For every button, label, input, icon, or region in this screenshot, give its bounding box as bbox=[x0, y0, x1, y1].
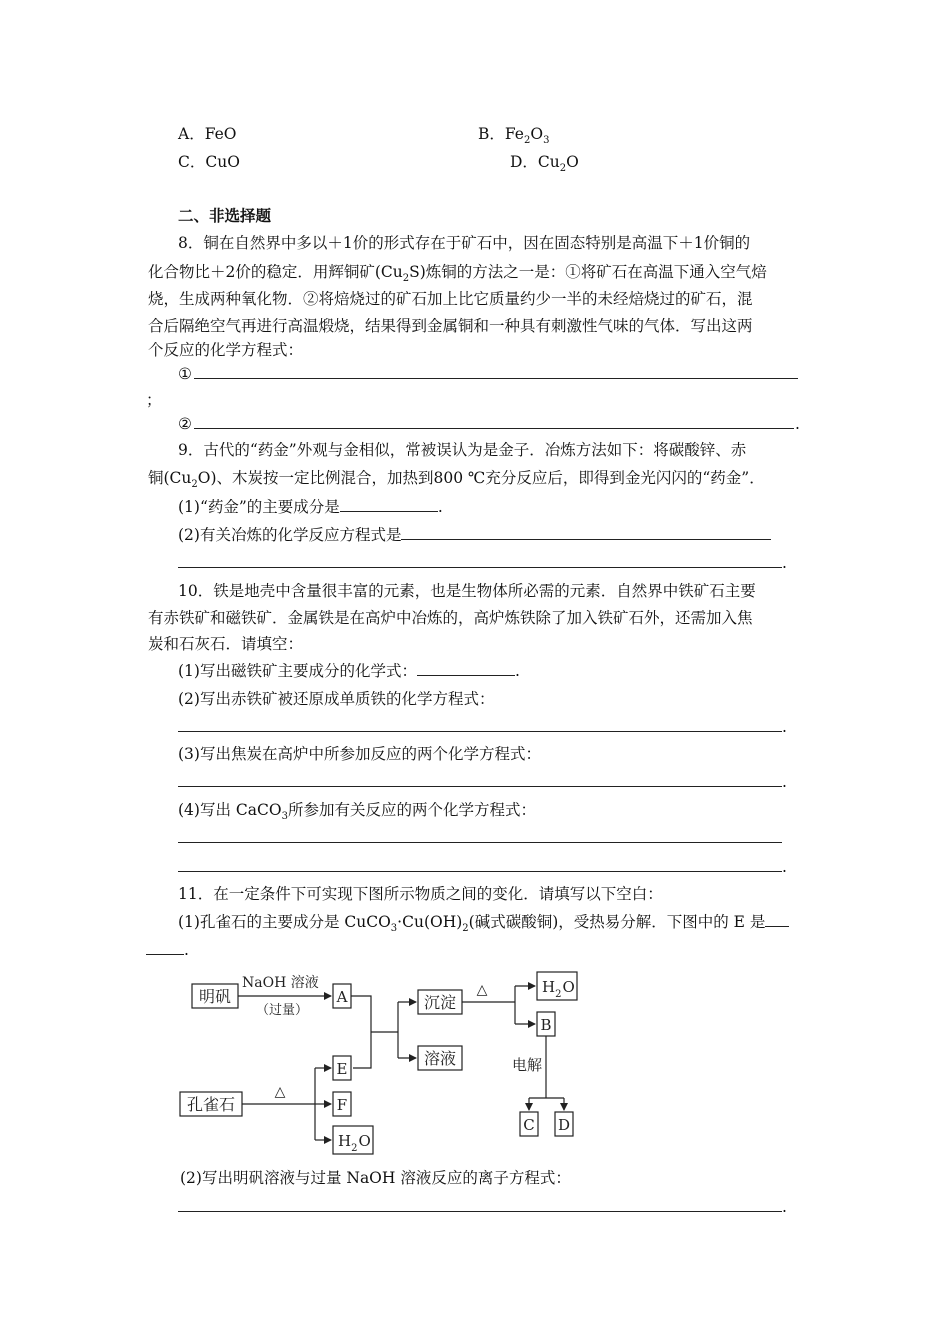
q11-end: . bbox=[782, 1198, 787, 1216]
label-b: B bbox=[540, 1016, 552, 1034]
label-naoh: NaOH 溶液 bbox=[242, 975, 319, 991]
label-excess: （过量） bbox=[256, 1003, 309, 1018]
label-heat-bottom: △ bbox=[274, 1084, 286, 1100]
label-malachite: 孔雀石 bbox=[186, 1095, 236, 1114]
label-a: A bbox=[336, 988, 348, 1006]
q10-part1: (1)写出磁铁矿主要成分的化学式： . bbox=[178, 662, 520, 680]
q11-part1: (1)孔雀石的主要成分是 $CuCO_3\cdot Cu(OH)_2$(碱式碳酸铜)，受热易分解．下图中的 E 是 bbox=[178, 912, 789, 932]
option-c: C．CuO bbox=[178, 153, 240, 171]
q10-line3: 炭和石灰石．请填空： bbox=[148, 635, 304, 653]
option-b: B．$Fe_2O_3$ bbox=[478, 125, 550, 147]
q10-line2: 有赤铁矿和磁铁矿．金属铁是在高炉中冶炼的，高炉炼铁除了加入铁矿石外，还需加入焦 bbox=[148, 609, 753, 627]
label-alum: 明矾 bbox=[198, 987, 232, 1006]
label-electrolysis: 电解 bbox=[511, 1056, 543, 1074]
label-h2o-bottom: $H_2O$ bbox=[338, 1132, 371, 1154]
q10-part4: (4)写出 CaCO$_3$所参加有关反应的两个化学方程式： bbox=[178, 801, 536, 823]
q8-answer-line-1[interactable] bbox=[194, 378, 798, 379]
reaction-flow-diagram bbox=[170, 962, 600, 1162]
q8-line1: 8．铜在自然界中多以＋1价的形式存在于矿石中，因在固态特别是高温下＋1价铜的 bbox=[178, 234, 751, 252]
label-e: E bbox=[336, 1060, 348, 1078]
label-c: C bbox=[523, 1116, 535, 1134]
q9-end: . bbox=[782, 554, 787, 572]
q11-part1-cont: . bbox=[146, 940, 189, 960]
q10-end-3: . bbox=[782, 773, 787, 791]
q8-line2: 化合物比＋2价的稳定．用辉铜矿$(Cu_2S)$炼铜的方法之一是：①将矿石在高温下通入空气焙 bbox=[148, 263, 767, 285]
q11-blank1a[interactable] bbox=[765, 912, 789, 927]
label-solution: 溶液 bbox=[423, 1049, 457, 1068]
q11-answer-line[interactable] bbox=[178, 1211, 782, 1212]
section-title: 二、非选择题 bbox=[178, 206, 272, 225]
q8-period: . bbox=[795, 415, 800, 433]
q9-answer-line[interactable] bbox=[178, 567, 782, 568]
q10-part3: (3)写出焦炭在高炉中所参加反应的两个化学方程式： bbox=[178, 745, 541, 763]
option-d: D．$Cu_2O$ bbox=[510, 153, 579, 175]
q10-end-2: . bbox=[782, 718, 787, 736]
q8-line5: 个反应的化学方程式： bbox=[148, 341, 304, 359]
q10-blank1[interactable] bbox=[417, 661, 515, 676]
label-precipitate: 沉淀 bbox=[423, 993, 457, 1012]
q10-answer-line-3[interactable] bbox=[178, 786, 782, 787]
q9-blank1[interactable] bbox=[340, 497, 438, 512]
q8-mark1: ① bbox=[178, 365, 192, 383]
q10-answer-line-2[interactable] bbox=[178, 731, 782, 732]
q10-end-4: . bbox=[782, 858, 787, 876]
q10-answer-line-4a[interactable] bbox=[178, 842, 782, 843]
q8-mark2: ② bbox=[178, 415, 192, 433]
q9-line2: 铜$(Cu_2O)$、木炭按一定比例混合，加热到800 ℃充分反应后，即得到金光闪闪的“药金”． bbox=[148, 469, 765, 491]
q9-blank2[interactable] bbox=[401, 525, 771, 540]
option-a: A．FeO bbox=[178, 125, 237, 143]
q11-blank1b[interactable] bbox=[146, 940, 184, 955]
q9-part1: (1)“药金”的主要成分是 . bbox=[178, 498, 443, 516]
label-f: F bbox=[336, 1096, 348, 1114]
q11-part2: (2)写出明矾溶液与过量 NaOH 溶液反应的离子方程式： bbox=[180, 1169, 571, 1187]
q10-part2: (2)写出赤铁矿被还原成单质铁的化学方程式： bbox=[178, 690, 495, 708]
q8-line3: 烧，生成两种氧化物．②将焙烧过的矿石加上比它质量约少一半的未经焙烧过的矿石，混 bbox=[148, 290, 753, 308]
link-a-e bbox=[351, 996, 371, 1068]
q8-line4: 合后隔绝空气再进行高温煅烧，结果得到金属铜和一种具有刺激性气味的气体．写出这两 bbox=[148, 317, 753, 335]
q10-line1: 10．铁是地壳中含量很丰富的元素，也是生物体所必需的元素．自然界中铁矿石主要 bbox=[178, 582, 756, 600]
q9-line1: 9．古代的“药金”外观与金相似，常被误认为是金子．冶炼方法如下：将碳酸锌、赤 bbox=[178, 441, 747, 459]
label-d: D bbox=[557, 1116, 571, 1134]
q11-line1: 11．在一定条件下可实现下图所示物质之间的变化．请填写以下空白： bbox=[178, 885, 663, 903]
q10-answer-line-4b[interactable] bbox=[178, 871, 782, 872]
q8-semicolon: ； bbox=[146, 391, 162, 409]
label-h2o-top: $H_2O$ bbox=[542, 978, 575, 1000]
label-heat-top: △ bbox=[476, 982, 488, 998]
q8-answer-line-2[interactable] bbox=[194, 428, 794, 429]
q9-part2: (2)有关冶炼的化学反应方程式是 bbox=[178, 525, 771, 545]
